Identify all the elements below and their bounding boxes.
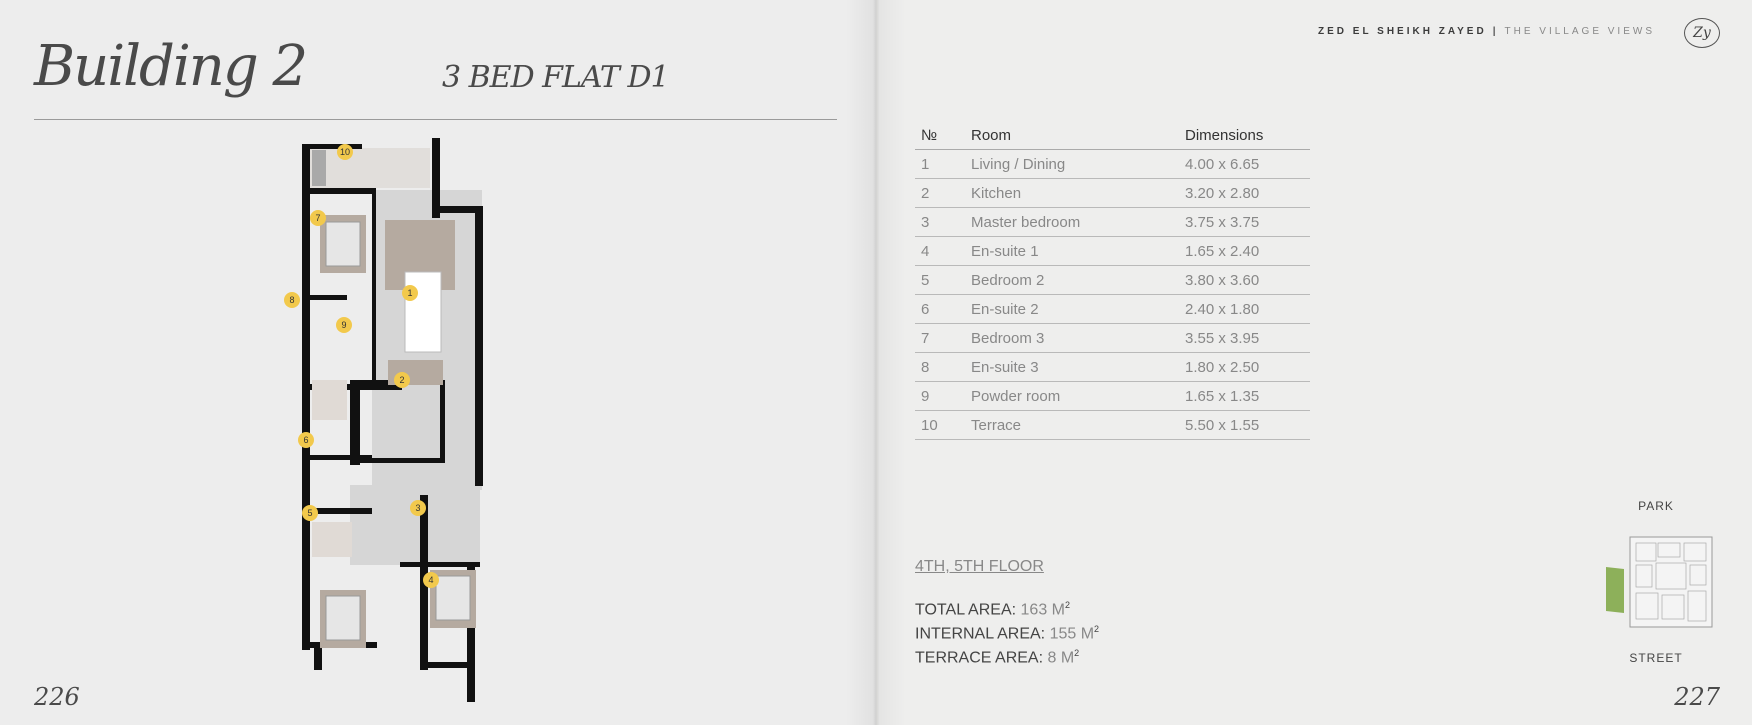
room-name: Bedroom 3: [965, 324, 1179, 353]
marker-4: [423, 572, 439, 588]
table-row: [915, 411, 1310, 440]
marker-2-label: 2: [399, 375, 405, 385]
marker-6-label: 6: [303, 435, 309, 445]
marker-10: [337, 144, 353, 160]
room-number: 1: [915, 150, 965, 179]
room-dimensions: 1.65 x 1.35: [1179, 382, 1310, 411]
internal-area: [915, 624, 1099, 643]
brand-separator: |: [1492, 26, 1499, 37]
table-row: [915, 382, 1310, 411]
room-dimensions: 5.50 x 1.55: [1179, 411, 1310, 440]
room-dimensions: 2.40 x 1.80: [1179, 295, 1310, 324]
room-name: Bedroom 2: [965, 266, 1179, 295]
page-number-left: 226: [34, 683, 80, 711]
marker-7: [310, 210, 326, 226]
total-area-unit-sup: 2: [1065, 600, 1071, 610]
room-name: Living / Dining: [965, 150, 1179, 179]
room-dimensions: 4.00 x 6.65: [1179, 150, 1310, 179]
marker-5: [302, 505, 318, 521]
header-room: Room: [965, 121, 1179, 150]
table-row: [915, 266, 1310, 295]
room-dimensions: 1.80 x 2.50: [1179, 353, 1310, 382]
marker-5-label: 5: [307, 508, 313, 518]
room-number: 4: [915, 237, 965, 266]
floor-label: 4TH, 5TH FLOOR: [915, 558, 1044, 575]
room-name: En-suite 2: [965, 295, 1179, 324]
marker-3-label: 3: [415, 503, 421, 513]
flat-title: 3 BED FLAT D1: [442, 60, 669, 95]
marker-3: [410, 500, 426, 516]
terrace-area-value: 8 M: [1047, 649, 1075, 667]
marker-6: [298, 432, 314, 448]
room-name: Powder room: [965, 382, 1179, 411]
room-name: Master bedroom: [965, 208, 1179, 237]
room-name: Kitchen: [965, 179, 1179, 208]
total-area: [915, 600, 1070, 619]
header-number: №: [915, 121, 965, 150]
marker-1: [402, 285, 418, 301]
internal-area-label: INTERNAL AREA:: [915, 625, 1046, 643]
table-row: [915, 237, 1310, 266]
room-dimensions: 1.65 x 2.40: [1179, 237, 1310, 266]
table-row: [915, 179, 1310, 208]
room-dimensions: 3.55 x 3.95: [1179, 324, 1310, 353]
room-number: 5: [915, 266, 965, 295]
table-row: [915, 324, 1310, 353]
terrace-area-unit-sup: 2: [1074, 648, 1080, 658]
room-table: [915, 121, 1310, 440]
room-number: 10: [915, 411, 965, 440]
table-row: [915, 208, 1310, 237]
brand-sub: THE VILLAGE VIEWS: [1504, 26, 1655, 37]
planter: [312, 150, 326, 186]
room-number: 9: [915, 382, 965, 411]
title-divider: [34, 119, 837, 120]
total-area-value: 163 M: [1020, 601, 1065, 619]
marker-10-label: 10: [339, 147, 351, 157]
terrace-area-info: [915, 648, 1079, 667]
building-key-map: [1600, 533, 1716, 633]
marker-8-label: 8: [289, 295, 295, 305]
building-title: Building 2: [34, 34, 307, 99]
marker-9-label: 9: [341, 320, 347, 330]
floor-plan: [290, 130, 530, 710]
keymap-highlight: [1606, 567, 1624, 613]
total-area-label: TOTAL AREA:: [915, 601, 1017, 619]
keymap-street-label: STREET: [1629, 651, 1683, 665]
room-number: 6: [915, 295, 965, 324]
table-row: [915, 353, 1310, 382]
marker-2: [394, 372, 410, 388]
table-row: [915, 150, 1310, 179]
marker-4-label: 4: [428, 575, 434, 585]
marker-1-label: 1: [407, 288, 413, 298]
table-row: [915, 295, 1310, 324]
room-number: 7: [915, 324, 965, 353]
room-name: Terrace: [965, 411, 1179, 440]
room-name: En-suite 3: [965, 353, 1179, 382]
room-name: En-suite 1: [965, 237, 1179, 266]
terrace-area-label: TERRACE AREA:: [915, 649, 1044, 667]
marker-8: [284, 292, 300, 308]
brand-main: ZED EL SHEIKH ZAYED: [1318, 26, 1487, 37]
internal-area-unit-sup: 2: [1094, 624, 1100, 634]
marker-7-label: 7: [315, 213, 321, 223]
marker-9: [336, 317, 352, 333]
internal-area-value: 155 M: [1049, 625, 1095, 643]
header-dimensions: Dimensions: [1179, 121, 1310, 150]
room-number: 3: [915, 208, 965, 237]
room-dimensions: 3.75 x 3.75: [1179, 208, 1310, 237]
terrace-area: [310, 148, 430, 188]
page-number-right: 227: [1674, 683, 1720, 711]
room-dimensions: 3.80 x 3.60: [1179, 266, 1310, 295]
room-table-header: [915, 121, 1310, 150]
room-number: 2: [915, 179, 965, 208]
room-dimensions: 3.20 x 2.80: [1179, 179, 1310, 208]
room-number: 8: [915, 353, 965, 382]
keymap-park-label: PARK: [1638, 499, 1674, 513]
brand-header: [1318, 26, 1655, 37]
monogram-logo: Zy: [1684, 18, 1720, 48]
